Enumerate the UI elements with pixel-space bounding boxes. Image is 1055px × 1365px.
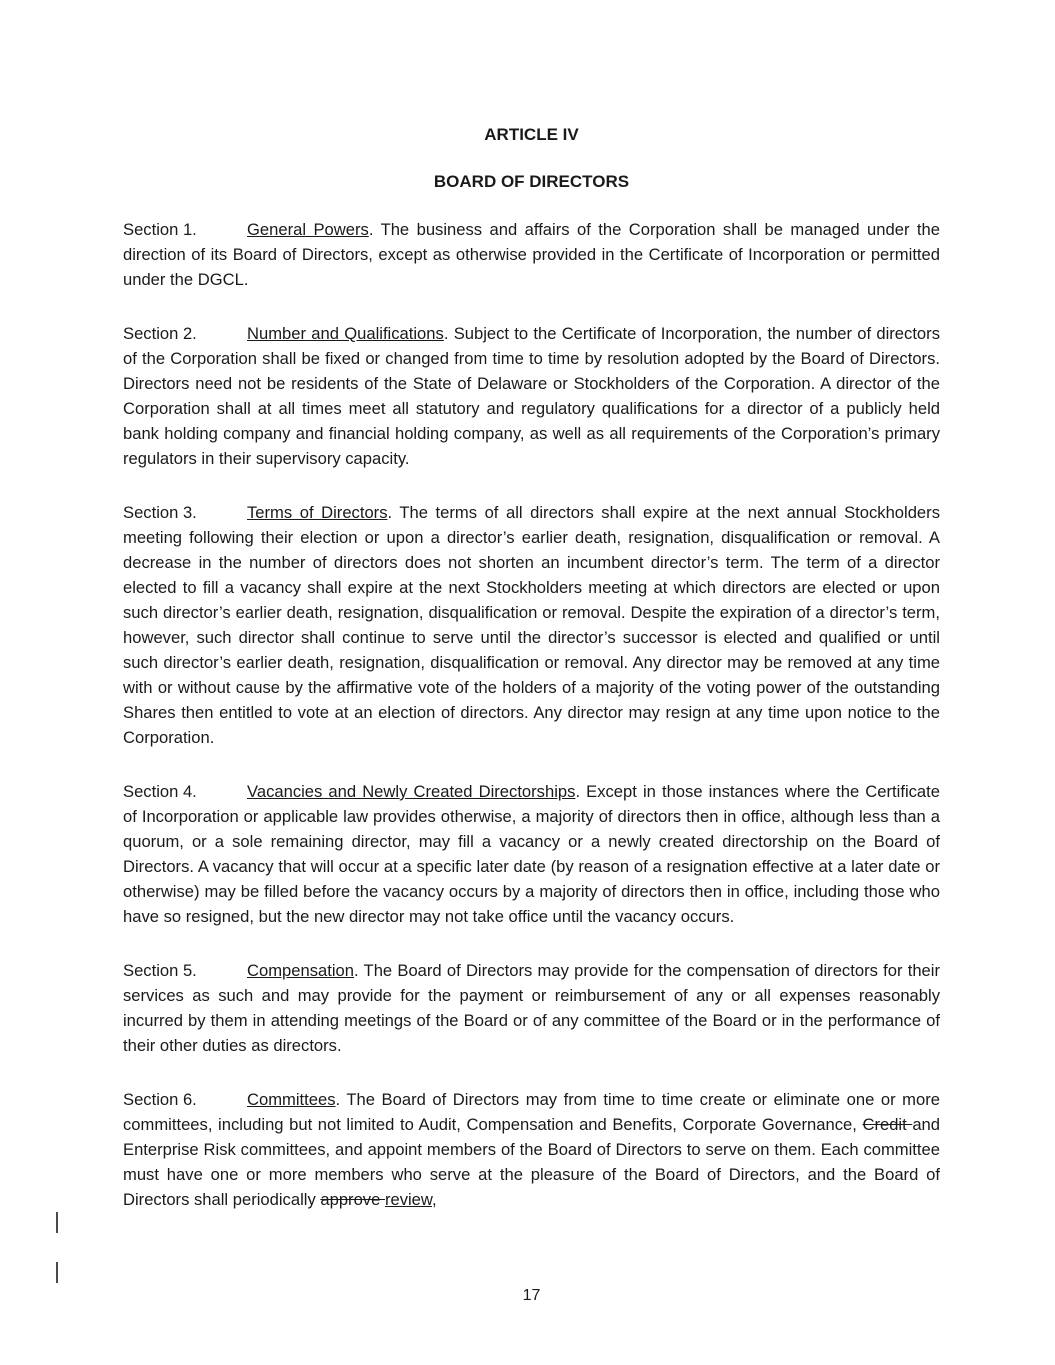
revision-change-bar	[56, 1212, 58, 1233]
section-heading: Compensation	[247, 961, 355, 980]
section-heading: Terms of Directors	[247, 503, 388, 522]
body-text-run: . The Board of Directors may from time to time create or eliminate one or more committees, including but not limited to Audit, Compensation and Benefits, Corporate Governance,	[123, 1090, 940, 1134]
article-title: ARTICLE IV	[484, 125, 579, 144]
page-number: 17	[522, 1287, 541, 1304]
section-body-text: . The business and affairs of the Corporation shall be managed under the direction of its Board of Directors, except as otherwise provided in the Certificate of Incorporation or permitted under the DGCL.	[123, 220, 940, 289]
section-label: Section 4.	[123, 782, 197, 801]
deleted-text: Credit	[862, 1115, 913, 1134]
section-heading: Number and Qualifications	[247, 324, 444, 343]
section-paragraph	[123, 217, 940, 292]
section-paragraph	[123, 958, 940, 1058]
sections-container	[123, 217, 940, 1212]
section-paragraph	[123, 1087, 940, 1212]
section-heading: General Powers	[247, 220, 369, 239]
section-label: Section 6.	[123, 1090, 197, 1109]
revision-change-bar	[56, 1262, 58, 1283]
section-label: Section 3.	[123, 503, 197, 522]
inserted-text: review,	[384, 1190, 437, 1209]
section-paragraph	[123, 321, 940, 471]
section-heading: Committees	[247, 1090, 336, 1109]
section-body-text: . Subject to the Certificate of Incorporation, the number of directors of the Corporation shall be fixed or changed from time to time by resolution adopted by the Board of Directors. Directors need not be residents of the State of Delaware or Stockholders of the Corporation. A director of the Corporation shall at all times meet all statutory and regulatory qualifications for a director of a publicly held bank holding company and financial holding company, as well as all requirements of the Corporation’s primary regulators in their supervisory capacity.	[123, 324, 940, 468]
section-paragraph	[123, 500, 940, 750]
section-heading: Vacancies and Newly Created Directorships	[247, 782, 576, 801]
section-body-text: . The Board of Directors may provide for the compensation of directors for their services as such and may provide for the payment or reimbursement of any or all expenses reasonably incurred by them in attending meetings of the Board or of any committee of the Board or in the performance of their other duties as directors.	[123, 961, 940, 1055]
article-subtitle: BOARD OF DIRECTORS	[433, 172, 630, 191]
deleted-text: approve	[320, 1190, 385, 1209]
section-label: Section 2.	[123, 324, 197, 343]
section-body-text: . The terms of all directors shall expire at the next annual Stockholders meeting following their election or upon a director’s earlier death, resignation, disqualification or removal. A decrease in the number of directors does not shorten an incumbent director’s term. The term of a director elected to fill a vacancy shall expire at the next Stockholders meeting at which directors are elected or upon such director’s earlier death, resignation, disqualification or removal. Despite the expiration of a director’s term, however, such director shall continue to serve until the director’s successor is elected and qualified or until such director’s earlier death, resignation, disqualification or removal. Any director may be removed at any time with or without cause by the affirmative vote of the holders of a majority of the voting power of the outstanding Shares then entitled to vote at an election of directors. Any director may resign at any time upon notice to the Corporation.	[123, 503, 940, 747]
section-label: Section 1.	[123, 220, 197, 239]
section-body-text: . Except in those instances where the Certificate of Incorporation or applicable law provides otherwise, a majority of directors then in office, although less than a quorum, or a sole remaining director, may fill a vacancy or a newly created directorship on the Board of Directors. A vacancy that will occur at a specific later date (by reason of a resignation effective at a later date or otherwise) may be filled before the vacancy occurs by a majority of directors then in office, including those who have so resigned, but the new director may not take office until the vacancy occurs.	[123, 782, 940, 926]
section-paragraph	[123, 779, 940, 929]
body-text-run: and Enterprise Risk committees, and appoint members of the Board of Directors to serve on them. Each committee must have one or more members who serve at the pleasure of the Board of Directors, and the Board of Directors shall periodically	[123, 1115, 941, 1209]
section-label: Section 5.	[123, 961, 197, 980]
